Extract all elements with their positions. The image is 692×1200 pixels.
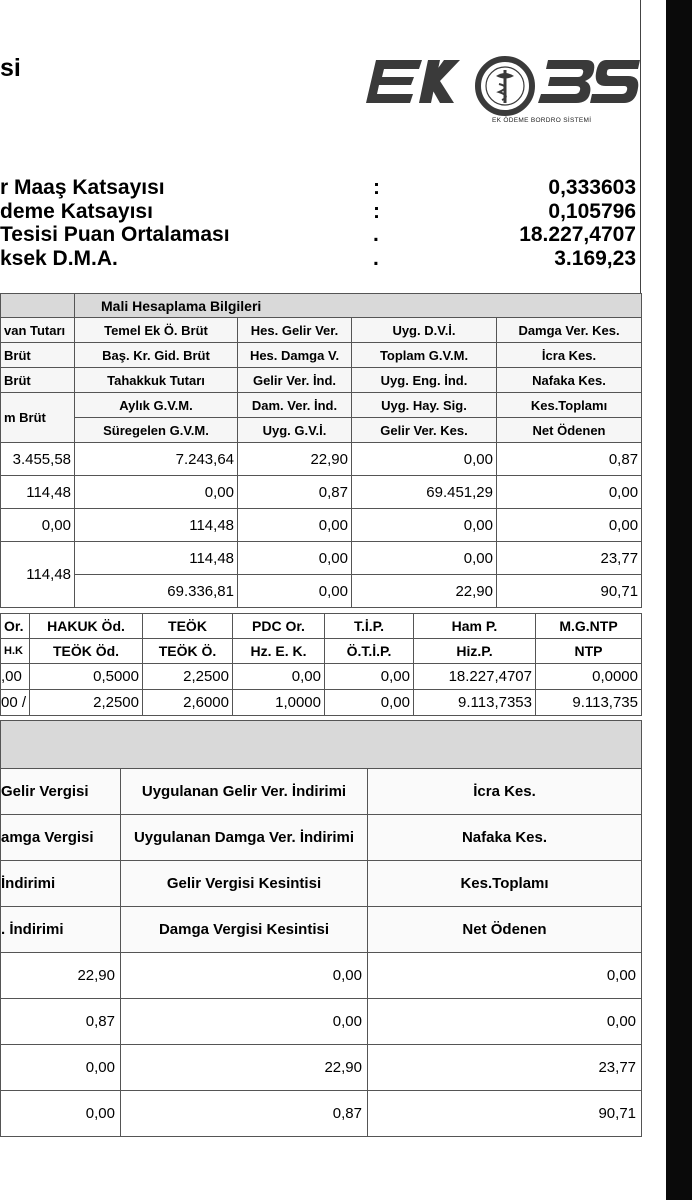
label-cell: Gelir Vergisi bbox=[1, 769, 121, 815]
value-cell: 23,77 bbox=[497, 542, 642, 575]
table-row bbox=[1, 343, 642, 368]
katsayi-separator: : bbox=[373, 200, 380, 223]
table-row bbox=[1, 907, 642, 953]
katsayi-separator: : bbox=[373, 176, 380, 199]
header-cell: Hiz.P. bbox=[414, 639, 536, 664]
label-cell: Brüt bbox=[1, 368, 75, 393]
table-row bbox=[1, 953, 642, 999]
value-cell: 90,71 bbox=[497, 575, 642, 608]
table-row bbox=[1, 769, 642, 815]
label-cell: Toplam G.V.M. bbox=[352, 343, 497, 368]
katsayi-row bbox=[0, 247, 640, 271]
value-cell: 0,00 bbox=[497, 509, 642, 542]
katsayi-separator: . bbox=[373, 223, 379, 246]
label-cell: Uygulanan Damga Ver. İndirimi bbox=[121, 815, 368, 861]
label-cell: Uyg. Hay. Sig. bbox=[352, 393, 497, 418]
value-cell: 1,0000 bbox=[233, 690, 325, 716]
katsayi-row bbox=[0, 200, 640, 224]
header-cell: PDC Or. bbox=[233, 614, 325, 639]
value-cell: 0,87 bbox=[497, 443, 642, 476]
label-cell: Brüt bbox=[1, 343, 75, 368]
value-cell: 0,00 bbox=[121, 999, 368, 1045]
label-cell: Kes.Toplamı bbox=[497, 393, 642, 418]
gelir-vergisi-table bbox=[0, 720, 642, 1137]
header-cell: Or. bbox=[1, 614, 30, 639]
value-cell: 23,77 bbox=[368, 1045, 642, 1091]
value-cell: 0,00 bbox=[368, 953, 642, 999]
label-cell: İcra Kes. bbox=[368, 769, 642, 815]
table-header-row bbox=[1, 614, 642, 639]
label-cell: İcra Kes. bbox=[497, 343, 642, 368]
header-cell: T.İ.P. bbox=[325, 614, 414, 639]
header-cell bbox=[1, 294, 75, 318]
katsayi-label: r Maaş Katsayısı bbox=[0, 176, 165, 199]
value-cell: 00 / bbox=[1, 690, 30, 716]
table-row bbox=[1, 690, 642, 716]
header-cell: TEÖK bbox=[143, 614, 233, 639]
table-row bbox=[1, 1045, 642, 1091]
header-cell: H.K bbox=[1, 639, 30, 664]
screen-edge bbox=[666, 0, 692, 1200]
label-cell: Kes.Toplamı bbox=[368, 861, 642, 907]
table-row bbox=[1, 861, 642, 907]
value-cell: 90,71 bbox=[368, 1091, 642, 1137]
label-cell: Nafaka Kes. bbox=[497, 368, 642, 393]
table-header-row bbox=[1, 639, 642, 664]
value-cell: ,00 bbox=[1, 664, 30, 690]
value-cell: 114,48 bbox=[75, 542, 238, 575]
header-cell: NTP bbox=[536, 639, 642, 664]
label-cell: Net Ödenen bbox=[497, 418, 642, 443]
section-header bbox=[1, 721, 642, 769]
header-cell: M.G.NTP bbox=[536, 614, 642, 639]
katsayi-separator: . bbox=[373, 247, 379, 270]
table-row bbox=[1, 542, 642, 575]
table-row bbox=[1, 575, 642, 608]
header-cell: Ham P. bbox=[414, 614, 536, 639]
table-header-row bbox=[1, 294, 642, 318]
label-cell: Net Ödenen bbox=[368, 907, 642, 953]
ekobs-logo bbox=[362, 50, 640, 134]
value-cell: 69.451,29 bbox=[352, 476, 497, 509]
mali-title: Mali Hesaplama Bilgileri bbox=[75, 294, 642, 318]
table-row bbox=[1, 418, 642, 443]
value-cell: 22,90 bbox=[238, 443, 352, 476]
label-cell: Uyg. D.V.İ. bbox=[352, 318, 497, 343]
header-cell: Hz. E. K. bbox=[233, 639, 325, 664]
katsayi-label: ksek D.M.A. bbox=[0, 247, 118, 270]
value-cell: 9.113,735 bbox=[536, 690, 642, 716]
label-cell: Uyg. G.V.İ. bbox=[238, 418, 352, 443]
table-header-row bbox=[1, 721, 642, 769]
value-cell: 22,90 bbox=[121, 1045, 368, 1091]
katsayi-label: Tesisi Puan Ortalaması bbox=[0, 223, 230, 246]
label-cell: amga Vergisi bbox=[1, 815, 121, 861]
value-cell: 0,00 bbox=[352, 542, 497, 575]
label-cell: Aylık G.V.M. bbox=[75, 393, 238, 418]
label-cell: Uygulanan Gelir Ver. İndirimi bbox=[121, 769, 368, 815]
value-cell: 18.227,4707 bbox=[414, 664, 536, 690]
value-cell: 22,90 bbox=[1, 953, 121, 999]
table-row bbox=[1, 664, 642, 690]
label-cell: Uyg. Eng. İnd. bbox=[352, 368, 497, 393]
katsayi-value: 0,333603 bbox=[548, 176, 636, 199]
header-cell: TEÖK Ö. bbox=[143, 639, 233, 664]
label-cell: Temel Ek Ö. Brüt bbox=[75, 318, 238, 343]
label-cell: Gelir Vergisi Kesintisi bbox=[121, 861, 368, 907]
table-row bbox=[1, 393, 642, 418]
label-cell: Hes. Damga V. bbox=[238, 343, 352, 368]
label-cell: Nafaka Kes. bbox=[368, 815, 642, 861]
katsayi-row bbox=[0, 176, 640, 200]
value-cell: 114,48 bbox=[1, 476, 75, 509]
value-cell: 7.243,64 bbox=[75, 443, 238, 476]
value-cell: 0,00 bbox=[1, 1045, 121, 1091]
mali-hesaplama-table bbox=[0, 293, 642, 608]
table-row bbox=[1, 318, 642, 343]
value-cell: 0,00 bbox=[1, 509, 75, 542]
label-cell: Damga Ver. Kes. bbox=[497, 318, 642, 343]
value-cell: 0,00 bbox=[238, 575, 352, 608]
value-cell: 0,00 bbox=[121, 953, 368, 999]
puan-table bbox=[0, 613, 642, 716]
label-cell: Dam. Ver. İnd. bbox=[238, 393, 352, 418]
label-cell: . İndirimi bbox=[1, 907, 121, 953]
value-cell: 9.113,7353 bbox=[414, 690, 536, 716]
value-cell: 0,87 bbox=[121, 1091, 368, 1137]
label-cell: Damga Vergisi Kesintisi bbox=[121, 907, 368, 953]
katsayi-value: 3.169,23 bbox=[554, 247, 636, 270]
value-cell: 0,0000 bbox=[536, 664, 642, 690]
label-cell: van Tutarı bbox=[1, 318, 75, 343]
value-cell: 0,00 bbox=[352, 509, 497, 542]
label-cell: Hes. Gelir Ver. bbox=[238, 318, 352, 343]
value-cell: 69.336,81 bbox=[75, 575, 238, 608]
value-cell: 0,00 bbox=[325, 664, 414, 690]
table-row bbox=[1, 815, 642, 861]
value-cell: 114,48 bbox=[1, 542, 75, 608]
katsayi-value: 0,105796 bbox=[548, 200, 636, 223]
katsayi-label: deme Katsayısı bbox=[0, 200, 153, 223]
katsayi-row bbox=[0, 223, 640, 247]
table-row bbox=[1, 999, 642, 1045]
label-cell: Tahakkuk Tutarı bbox=[75, 368, 238, 393]
table-row bbox=[1, 509, 642, 542]
header-cell: TEÖK Öd. bbox=[30, 639, 143, 664]
value-cell: 0,87 bbox=[238, 476, 352, 509]
table-row bbox=[1, 368, 642, 393]
value-cell: 0,00 bbox=[238, 542, 352, 575]
value-cell: 0,5000 bbox=[30, 664, 143, 690]
value-cell: 2,6000 bbox=[143, 690, 233, 716]
value-cell: 0,00 bbox=[352, 443, 497, 476]
value-cell: 0,00 bbox=[238, 509, 352, 542]
value-cell: 2,2500 bbox=[30, 690, 143, 716]
table-row bbox=[1, 1091, 642, 1137]
label-cell: m Brüt bbox=[1, 393, 75, 443]
value-cell: 0,87 bbox=[1, 999, 121, 1045]
value-cell: 0,00 bbox=[368, 999, 642, 1045]
value-cell: 22,90 bbox=[352, 575, 497, 608]
document-title: si bbox=[0, 54, 21, 82]
page-border bbox=[640, 0, 641, 293]
label-cell: Baş. Kr. Gid. Brüt bbox=[75, 343, 238, 368]
value-cell: 0,00 bbox=[1, 1091, 121, 1137]
value-cell: 0,00 bbox=[325, 690, 414, 716]
table-row bbox=[1, 443, 642, 476]
header-cell: HAKUK Öd. bbox=[30, 614, 143, 639]
label-cell: Gelir Ver. İnd. bbox=[238, 368, 352, 393]
katsayi-value: 18.227,4707 bbox=[519, 223, 636, 246]
logo-subtitle: EK ÖDEME BORDRO SİSTEMİ bbox=[492, 117, 592, 124]
table-row bbox=[1, 476, 642, 509]
value-cell: 3.455,58 bbox=[1, 443, 75, 476]
value-cell: 114,48 bbox=[75, 509, 238, 542]
value-cell: 0,00 bbox=[497, 476, 642, 509]
value-cell: 0,00 bbox=[233, 664, 325, 690]
label-cell: İndirimi bbox=[1, 861, 121, 907]
label-cell: Gelir Ver. Kes. bbox=[352, 418, 497, 443]
value-cell: 2,2500 bbox=[143, 664, 233, 690]
value-cell: 0,00 bbox=[75, 476, 238, 509]
label-cell: Süregelen G.V.M. bbox=[75, 418, 238, 443]
header-cell: Ö.T.İ.P. bbox=[325, 639, 414, 664]
